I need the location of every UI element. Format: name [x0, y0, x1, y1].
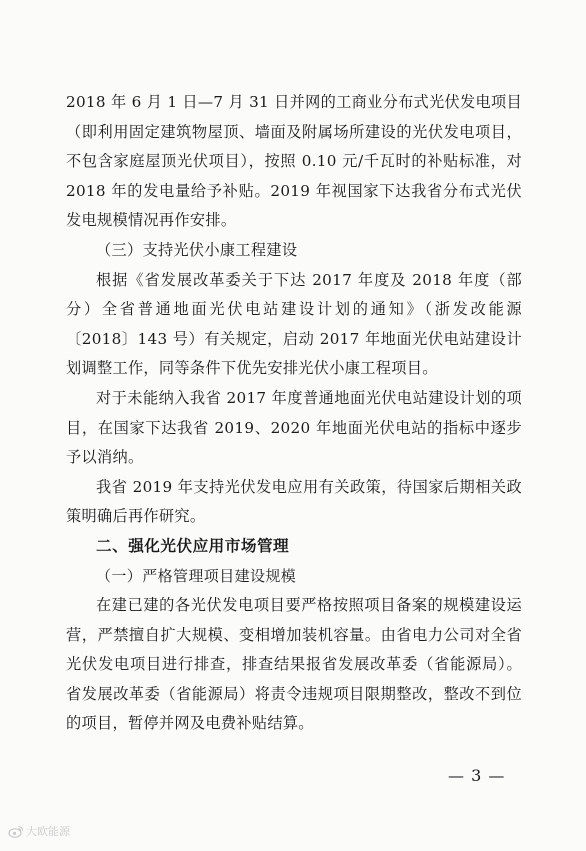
- paragraph-scale-enforcement: 在建已建的各光伏发电项目要严格按照项目备案的规模建设运营，严禁擅自扩大规模、变相增加装机容量。由省电力公司对全省光伏发电项目进行排查，排查结果报省发展改革委（省能源局）。省发展改革委（省能源局）将责令违规项目限期整改，整改不到位的项目，暂停并网及电费补贴结算。: [66, 596, 522, 733]
- watermark: [8, 823, 70, 839]
- paragraph-subsidy-terms: 2018 年 6 月 1 日—7 月 31 日并网的工商业分布式光伏发电项目（即利用固定建筑物屋顶、墙面及附属场所建设的光伏发电项目，不包含家庭屋顶光伏项目），按照 0.10 元/千瓦时的补贴标准，对 2018 年的发电量给予补贴。2019 年视国家下达我省分布式光伏发电规模情况再作安排。: [66, 93, 522, 230]
- page-number: — 3 —: [448, 766, 506, 785]
- paragraph-ground-station-plan: 根据《省发展改革委关于下达 2017 年度及 2018 年度（部分）全省普通地面光伏电站建设计划的通知》（浙发改能源〔2018〕143 号）有关规定，启动 2017 年地面光伏电站建设计划调整工作，同等条件下优先安排光伏小康工程项目。: [66, 270, 522, 378]
- paragraph-2019-policy: 我省 2019 年支持光伏发电应用有关政策，待国家后期相关政策明确后再作研究。: [66, 477, 522, 526]
- subheading-poverty-relief-project: （三）支持光伏小康工程建设: [96, 240, 298, 259]
- section-heading-market-management: 二、强化光伏应用市场管理: [96, 536, 290, 555]
- paragraph-unincluded-projects: 对于未能纳入我省 2017 年度普通地面光伏电站建设计划的项目，在国家下达我省 2019、2020 年地面光伏电站的指标中逐步予以消纳。: [66, 388, 522, 467]
- watermark-text: 大欧能源: [26, 825, 70, 838]
- document-body: [66, 88, 522, 739]
- subheading-scale-management: （一）严格管理项目建设规模: [96, 566, 297, 585]
- weibo-icon: [8, 824, 24, 838]
